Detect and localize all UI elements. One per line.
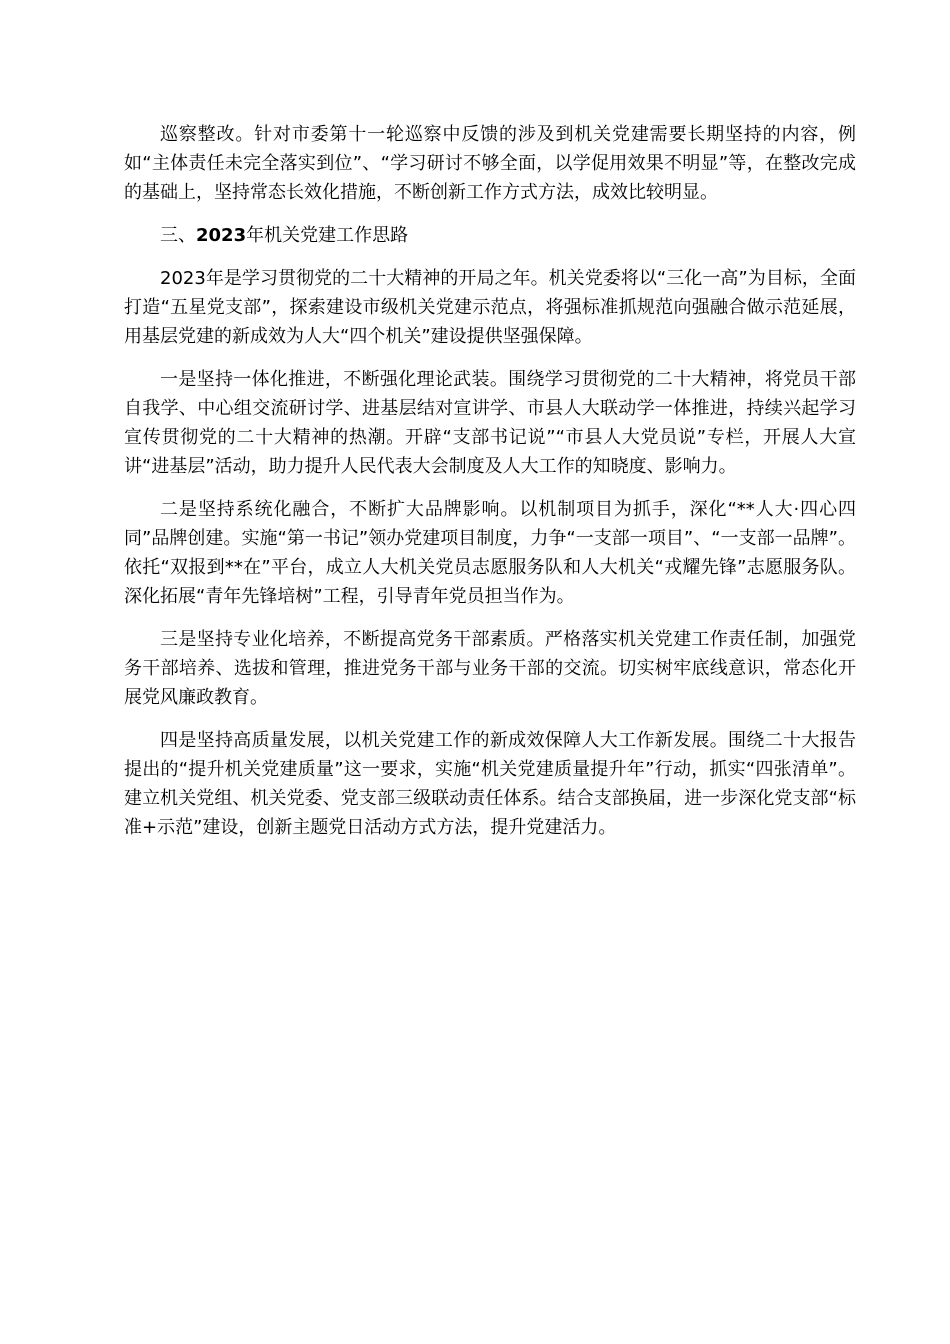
section-heading-year: 2023 [196,225,247,246]
section-heading [124,221,856,250]
intro-paragraph: 巡察整改。针对市委第十一轮巡察中反馈的涉及到机关党建需要长期坚持的内容，例如“主体责任未完全落实到位”、“学习研讨不够全面，以学促用效果不明显”等，在整改完成的基础上，坚持常态长效化措施，不断创新工作方式方法，成效比较明显。 [124,124,856,203]
paragraph-point-three: 三是坚持专业化培养，不断提高党务干部素质。严格落实机关党建工作责任制，加强党务干部培养、选拔和管理，推进党务干部与业务干部的交流。切实树牢底线意识，常态化开展党风廉政教育。 [124,629,856,708]
section-heading-suffix: 年机关党建工作思路 [246,225,409,246]
section-heading-prefix: 三、 [160,225,196,246]
paragraph-point-two: 二是坚持系统化融合，不断扩大品牌影响。以机制项目为抓手，深化“**人大·四心四同”品牌创建。实施“第一书记”领办党建项目制度，力争“一支部一项目”、“一支部一品牌”。依托“双报到**在”平台，成立人大机关党员志愿服务队和人大机关“戎耀先锋”志愿服务队。深化拓展“青年先锋培树”工程，引导青年党员担当作为。 [124,499,856,607]
document-page [124,120,856,856]
paragraph-overview: 2023年是学习贯彻党的二十大精神的开局之年。机关党委将以“三化一高”为目标，全面打造“五星党支部”，探索建设市级机关党建示范点，将强标准抓规范向强融合做示范延展，用基层党建的新成效为人大“四个机关”建设提供坚强保障。 [124,268,856,347]
paragraph-point-four: 四是坚持高质量发展，以机关党建工作的新成效保障人大工作新发展。围绕二十大报告提出的“提升机关党建质量”这一要求，实施“机关党建质量提升年”行动，抓实“四张清单”。建立机关党组、机关党委、党支部三级联动责任体系。结合支部换届，进一步深化党支部“标准+示范”建设，创新主题党日活动方式方法，提升党建活力。 [124,730,856,838]
paragraph-point-one: 一是坚持一体化推进，不断强化理论武装。围绕学习贯彻党的二十大精神，将党员干部自我学、中心组交流研讨学、进基层结对宣讲学、市县人大联动学一体推进，持续兴起学习宣传贯彻党的二十大精神的热潮。开辟“支部书记说”“市县人大党员说”专栏，开展人大宣讲“进基层”活动，助力提升人民代表大会制度及人大工作的知晓度、影响力。 [124,369,856,477]
